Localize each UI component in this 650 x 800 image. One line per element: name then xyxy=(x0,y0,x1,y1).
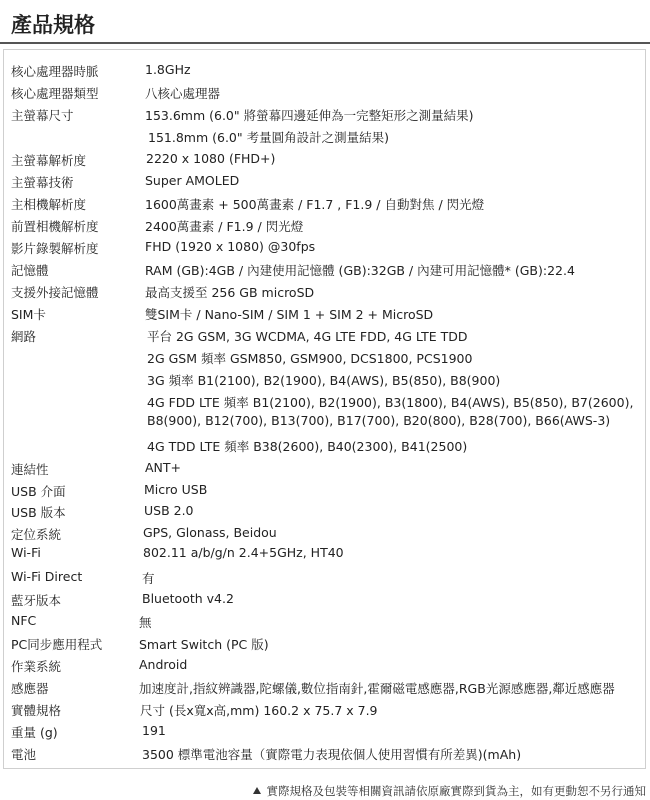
spec-value-battery: 3500 標準電池容量（實際電力表現依個人使用習慣有所差異)(mAh) xyxy=(142,747,522,762)
spec-value-resolution: 2220 x 1080 (FHD+) xyxy=(146,151,276,166)
spec-value-usb-version: USB 2.0 xyxy=(144,503,194,518)
spec-value-network-line: 4G TDD LTE 頻率 B38(2600), B40(2300), B41(2500) xyxy=(147,439,468,454)
spec-value-wifi-direct: 有 xyxy=(142,571,155,586)
page-title: 產品規格 xyxy=(11,13,95,37)
spec-value-dimensions: 尺寸 (長x寬x高,mm) 160.2 x 75.7 x 7.9 xyxy=(140,703,378,718)
spec-label-wifi: Wi-Fi xyxy=(11,545,41,560)
spec-label-cpu-speed: 核心處理器時脈 xyxy=(11,64,99,79)
spec-value-wifi: 802.11 a/b/g/n 2.4+5GHz, HT40 xyxy=(143,545,344,560)
spec-value-network-line: B8(900), B12(700), B13(700), B17(700), B20(800), B28(700), B66(AWS-3) xyxy=(147,413,611,428)
spec-value-os: Android xyxy=(139,657,188,672)
spec-label-screen-size: 主螢幕尺寸 xyxy=(11,108,74,123)
spec-label-weight: 重量 (g) xyxy=(11,725,58,740)
spec-label-sim: SIM卡 xyxy=(11,307,46,322)
spec-value-sensors: 加速度計,指紋辨識器,陀螺儀,數位指南針,霍爾磁電感應器,RGB光源感應器,鄰近感應器 xyxy=(139,681,615,696)
spec-label-nfc: NFC xyxy=(11,613,37,628)
spec-label-resolution: 主螢幕解析度 xyxy=(11,153,87,168)
spec-label-dimensions: 實體規格 xyxy=(11,703,62,718)
spec-value-cpu-speed: 1.8GHz xyxy=(145,62,191,77)
spec-value-weight: 191 xyxy=(142,723,166,738)
spec-value-network-line: 4G FDD LTE 頻率 B1(2100), B2(1900), B3(1800), B4(AWS), B5(850), B7(2600), xyxy=(147,395,634,410)
spec-value-video: FHD (1920 x 1080) @30fps xyxy=(145,239,316,254)
spec-label-display-tech: 主螢幕技術 xyxy=(11,175,74,190)
spec-value-bluetooth: Bluetooth v4.2 xyxy=(142,591,234,606)
spec-value-network-line: 3G 頻率 B1(2100), B2(1900), B4(AWS), B5(850), B8(900) xyxy=(147,373,501,388)
spec-value-memory: RAM (GB):4GB / 內建使用記憶體 (GB):32GB / 內建可用記憶體* (GB):22.4 xyxy=(145,263,575,278)
spec-value-location: GPS, Glonass, Beidou xyxy=(143,525,277,540)
spec-label-main-camera: 主相機解析度 xyxy=(11,197,87,212)
spec-label-os: 作業系統 xyxy=(11,659,62,674)
triangle-up-icon xyxy=(253,787,261,794)
footer-note-text: 實際規格及包裝等相關資訊請依原廠實際到貨為主，如有更動恕不另行通知 xyxy=(266,784,646,798)
spec-label-external-memory: 支援外接記憶體 xyxy=(11,285,99,300)
spec-value-pc-sync: Smart Switch (PC 版) xyxy=(139,637,269,652)
spec-label-wifi-direct: Wi-Fi Direct xyxy=(11,569,83,584)
spec-label-bluetooth: 藍牙版本 xyxy=(11,593,62,608)
spec-value-front-camera: 2400萬畫素 / F1.9 / 閃光燈 xyxy=(145,219,304,234)
spec-value-usb-interface: Micro USB xyxy=(144,482,208,497)
spec-value-nfc: 無 xyxy=(139,615,152,630)
spec-value-display-tech: Super AMOLED xyxy=(145,173,240,188)
spec-value-main-camera: 1600萬畫素 + 500萬畫素 / F1.7 , F1.9 / 自動對焦 / 閃光燈 xyxy=(145,197,485,212)
title-divider xyxy=(0,42,650,44)
spec-label-memory: 記憶體 xyxy=(11,263,49,278)
footer-note xyxy=(253,783,647,799)
spec-label-cpu-type: 核心處理器類型 xyxy=(11,86,99,101)
spec-label-battery: 電池 xyxy=(11,747,37,762)
spec-label-usb-version: USB 版本 xyxy=(11,505,66,520)
spec-label-network: 網路 xyxy=(11,329,37,344)
spec-label-sensors: 感應器 xyxy=(11,681,49,696)
spec-label-pc-sync: PC同步應用程式 xyxy=(11,637,103,652)
spec-value-sim: 雙SIM卡 / Nano-SIM / SIM 1 + SIM 2 + MicroSD xyxy=(145,307,434,322)
spec-value-network-line: 平台 2G GSM, 3G WCDMA, 4G LTE FDD, 4G LTE TDD xyxy=(147,329,468,344)
spec-value-cpu-type: 八核心處理器 xyxy=(145,86,221,101)
spec-label-usb-interface: USB 介面 xyxy=(11,484,66,499)
spec-value-connectivity: ANT+ xyxy=(145,460,182,475)
spec-value-external-memory: 最高支援至 256 GB microSD xyxy=(145,285,315,300)
spec-value-screen-size-2: 151.8mm (6.0" 考量圓角設計之測量結果) xyxy=(148,130,389,145)
spec-label-front-camera: 前置相機解析度 xyxy=(11,219,99,234)
spec-value-screen-size: 153.6mm (6.0" 將螢幕四邊延伸為一完整矩形之測量結果) xyxy=(145,108,474,123)
spec-label-location: 定位系統 xyxy=(11,527,62,542)
spec-label-video: 影片錄製解析度 xyxy=(11,241,99,256)
spec-label-connectivity: 連結性 xyxy=(11,462,49,477)
spec-value-network-line: 2G GSM 頻率 GSM850, GSM900, DCS1800, PCS1900 xyxy=(147,351,473,366)
